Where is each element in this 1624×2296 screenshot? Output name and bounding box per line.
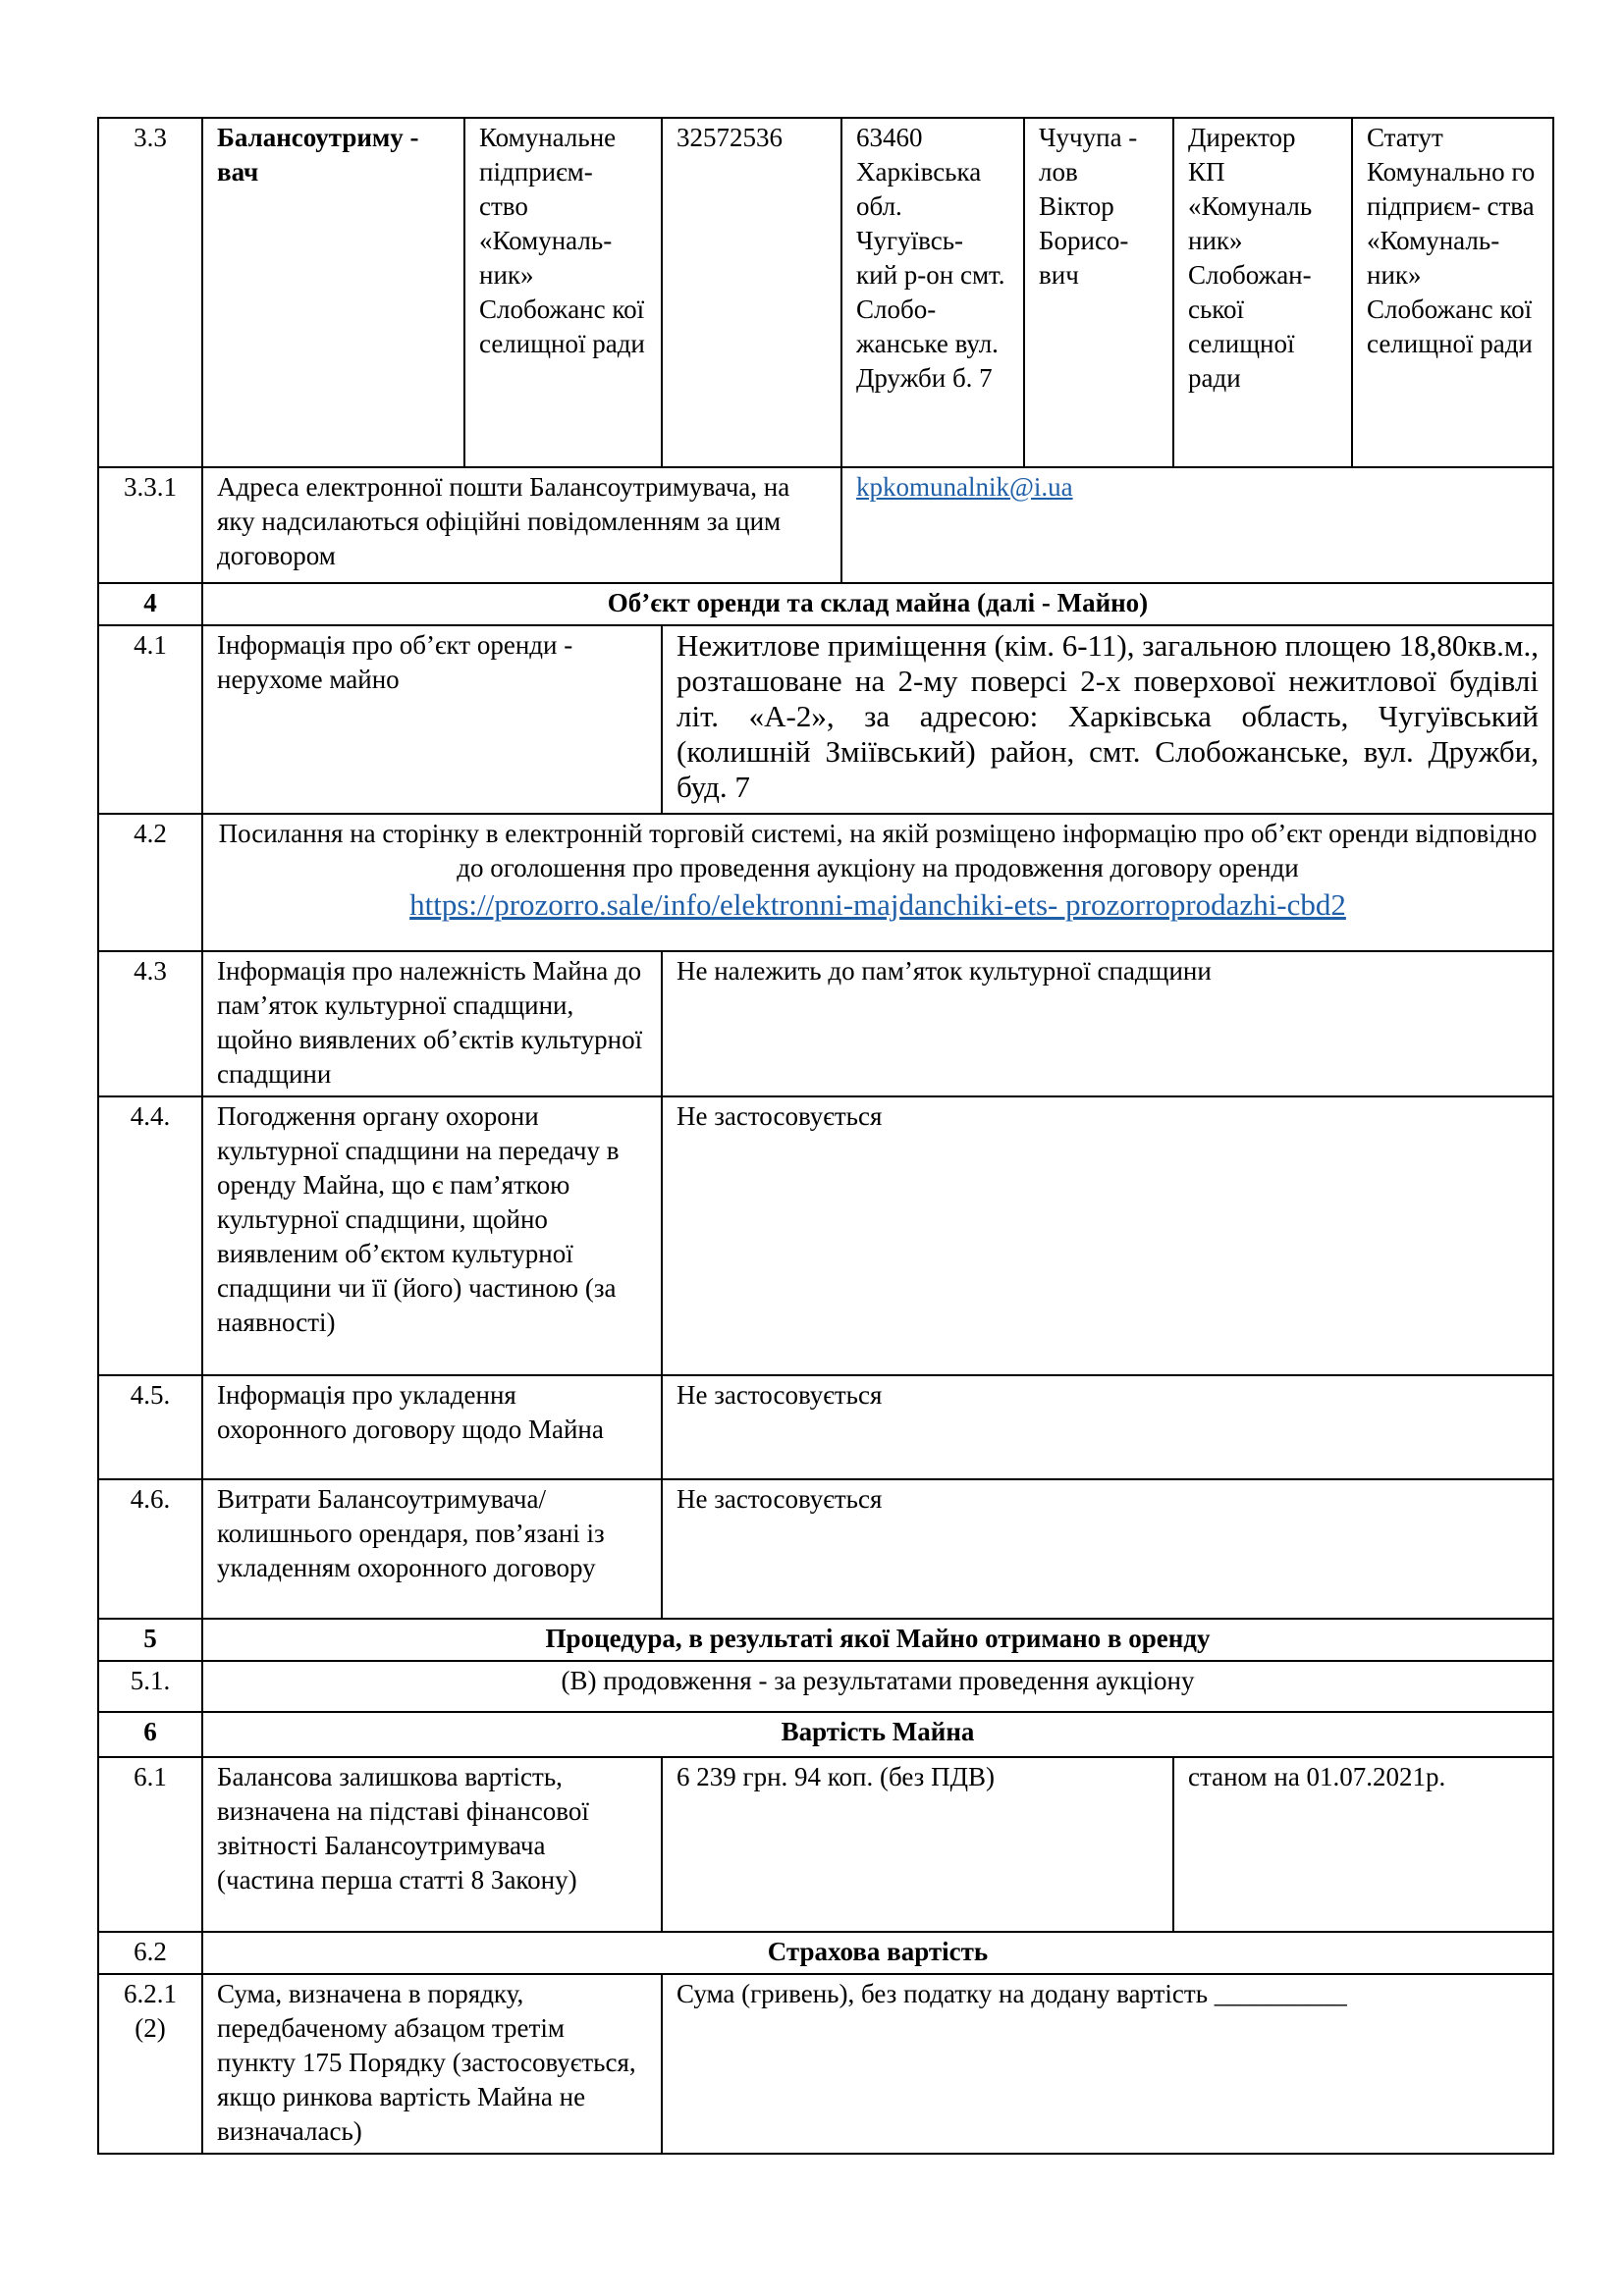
section-number: 4 (98, 583, 202, 625)
row-number-sub: (2) (135, 2013, 166, 2043)
edrpou-code-cell: 32572536 (662, 118, 841, 467)
address-cell: 63460 Харківська обл. Чугуївсь- кий р-он смт. Слобо- жанське вул. Дружби б. 7 (841, 118, 1024, 467)
section-number: 5 (98, 1619, 202, 1661)
email-label-cell: Адреса електронної пошти Балансоутримувача, на яку надсилаються офіційні повідомленням за цим договором (202, 467, 841, 583)
row-value: Не застосовується (662, 1479, 1553, 1619)
row-label: Інформація про об’єкт оренди - нерухоме майно (202, 625, 662, 814)
email-cell (841, 467, 1553, 583)
row-number: 4.5. (98, 1375, 202, 1479)
object-description: Нежитлове приміщення (кім. 6-11), загальною площею 18,80кв.м., розташоване на 2-му поверсі 2-х поверхової нежитлової будівлі літ. «А-2», за адресою: Харківська область, Чугуївський (колишній Зміївський) район, смт. Слобожанське, вул. Дружби, буд. 7 (662, 625, 1553, 814)
row-number: 3.3 (98, 118, 202, 467)
row-value: Не належить до пам’яток культурної спадщини (662, 951, 1553, 1096)
representative-cell: Чучупа - лов Віктор Борисо- вич (1024, 118, 1173, 467)
row-number (98, 1974, 202, 2154)
row-4-6 (98, 1479, 1553, 1619)
section-title: Процедура, в результаті якої Майно отримано в оренду (202, 1619, 1553, 1661)
row-number: 4.3 (98, 951, 202, 1096)
row-4-4 (98, 1096, 1553, 1375)
procedure-value: (В) продовження - за результатами проведення аукціону (202, 1661, 1553, 1712)
row-number: 5.1. (98, 1661, 202, 1712)
row-label: Інформація про укладення охоронного договору щодо Майна (202, 1375, 662, 1479)
auction-link-cell (202, 814, 1553, 951)
section-number: 6 (98, 1712, 202, 1757)
row-4-2 (98, 814, 1553, 951)
row-number: 4.2 (98, 814, 202, 951)
row-number: 4.4. (98, 1096, 202, 1375)
position-cell: Директор КП «Комуналь ник» Слобожан- ської селищної ради (1173, 118, 1352, 467)
row-4-3 (98, 951, 1553, 1096)
row-4-1 (98, 625, 1553, 814)
lease-agreement-table (97, 117, 1554, 2155)
row-6-2-1 (98, 1974, 1553, 2154)
auction-link[interactable]: https://prozorro.sale/info/elektronni-majdanchiki-ets- prozorroprodazhi-cbd2 (409, 887, 1346, 922)
row-label: Балансова залишкова вартість, визначена на підставі фінансової звітності Балансоутримувача (частина перша статті 8 Закону) (202, 1757, 662, 1932)
organization-name-cell: Комунальне підприєм- ство «Комуналь- ник» Слобожанс кої селищної ради (464, 118, 662, 467)
book-value: 6 239 грн. 94 коп. (без ПДВ) (662, 1757, 1173, 1932)
section-title: Об’єкт оренди та склад майна (далі - Майно) (202, 583, 1553, 625)
email-link[interactable]: kpkomunalnik@i.ua (856, 472, 1073, 502)
basis-document-cell: Статут Комунально го підприєм- ства «Комуналь- ник» Слобожанс кої селищної ради (1352, 118, 1553, 467)
value-date: станом на 01.07.2021р. (1173, 1757, 1553, 1932)
row-3-3 (98, 118, 1553, 467)
section-6-header (98, 1712, 1553, 1757)
row-label: Витрати Балансоутримувача/ колишнього орендаря, пов’язані із укладенням охоронного договору (202, 1479, 662, 1619)
row-label: Інформація про належність Майна до пам’яток культурної спадщини, щойно виявлених об’єктів культурної спадщини (202, 951, 662, 1096)
section-5-header (98, 1619, 1553, 1661)
section-title: Вартість Майна (202, 1712, 1553, 1757)
row-number-main: 6.2.1 (124, 1979, 177, 2008)
row-6-2 (98, 1932, 1553, 1974)
section-title: Страхова вартість (202, 1932, 1553, 1974)
row-value: Сума (гривень), без податку на додану вартість __________ (662, 1974, 1553, 2154)
row-label: Погодження органу охорони культурної спадщини на передачу в оренду Майна, що є пам’яткою культурної спадщини, щойно виявленим об’єктом культурної спадщини чи її (його) частиною (за наявності) (202, 1096, 662, 1375)
auction-link-text: Посилання на сторінку в електронній торговій системі, на якій розміщено інформацію про об’єкт оренди відповідно до оголошення про проведення аукціону на продовження договору оренди (218, 819, 1538, 882)
row-4-5 (98, 1375, 1553, 1479)
row-value: Не застосовується (662, 1375, 1553, 1479)
row-number: 4.1 (98, 625, 202, 814)
role-cell: Балансоутриму - вач (202, 118, 464, 467)
section-4-header (98, 583, 1553, 625)
row-3-3-1 (98, 467, 1553, 583)
row-number: 6.1 (98, 1757, 202, 1932)
row-6-1 (98, 1757, 1553, 1932)
row-number: 6.2 (98, 1932, 202, 1974)
row-label: Сума, визначена в порядку, передбаченому абзацом третім пункту 175 Порядку (застосовується, якщо ринкова вартість Майна не визначалась) (202, 1974, 662, 2154)
row-value: Не застосовується (662, 1096, 1553, 1375)
row-number: 4.6. (98, 1479, 202, 1619)
row-5-1 (98, 1661, 1553, 1712)
row-number: 3.3.1 (98, 467, 202, 583)
